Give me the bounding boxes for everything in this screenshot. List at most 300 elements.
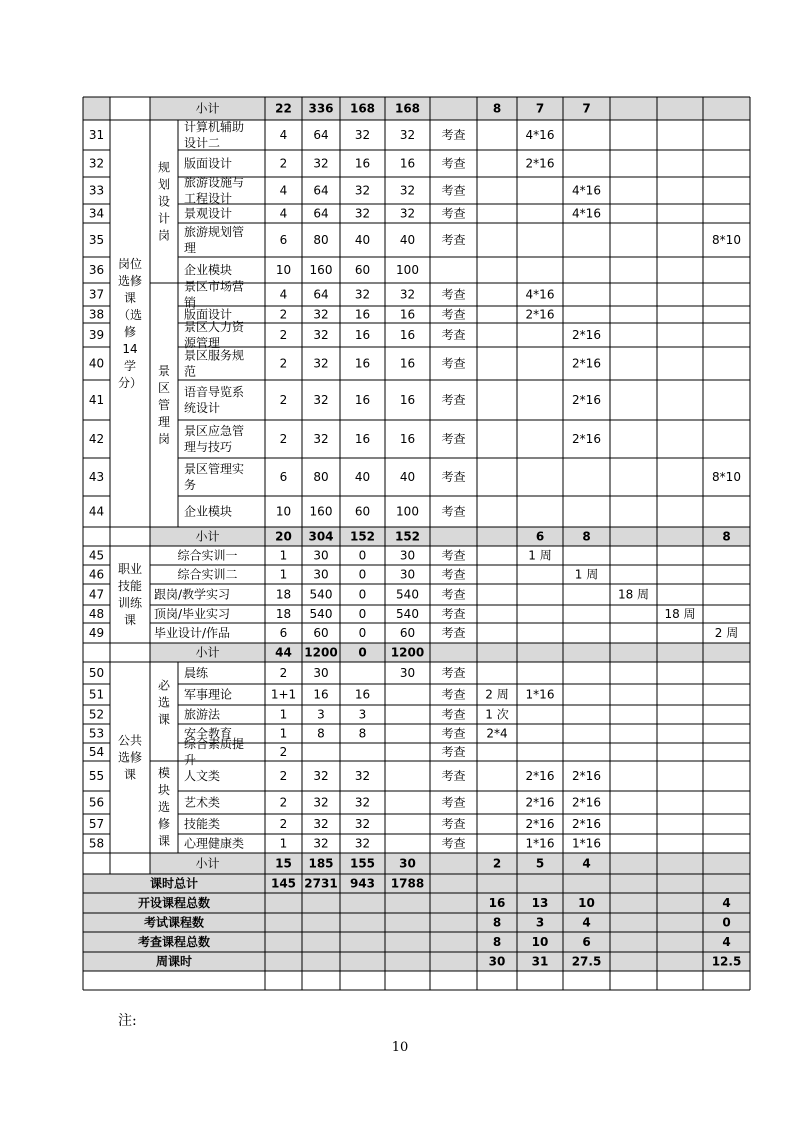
data-cell: 40 [399,233,416,247]
data-cell: 15 [275,856,292,871]
data-cell: 32 [354,836,371,851]
row-number: 44 [88,504,105,519]
row-number: 34 [88,206,105,221]
row-number: 32 [88,156,105,171]
note-label: 注: [118,1013,137,1029]
data-cell: 2 周 [714,626,739,640]
data-cell: 8*10 [712,470,741,484]
data-cell: 336 [308,101,334,116]
data-cell: 32 [313,393,329,407]
subgroup-label-planning: 计 [157,211,171,226]
data-cell: 1 [279,548,288,563]
row-number: 51 [88,687,105,702]
data-cell: 2 [279,356,288,371]
course-name: 计算机辅助 [184,120,245,134]
course-name: 源管理 [184,336,221,350]
course-name: 企业模块 [184,504,233,519]
course-name: 景区应急管 [184,424,245,438]
course-name: 设计二 [184,136,221,150]
data-cell: 考查 [441,687,466,702]
data-cell: 40 [354,233,371,247]
data-cell: 1 [279,726,288,741]
course-name: 晨练 [184,666,209,680]
data-cell: 8 [492,101,502,116]
data-cell: 30 [488,954,506,969]
row-number: 37 [88,287,105,302]
data-cell: 8 [492,935,502,949]
course-name: 工程设计 [184,191,233,206]
data-cell: 2 [279,156,288,171]
data-cell: 1788 [390,876,425,891]
subtotal-label: 小计 [195,101,220,116]
category-label-elective: 14 [122,342,138,356]
data-cell: 4*16 [525,287,555,302]
subtotal-label: 小计 [195,529,220,544]
data-cell: 2*16 [572,328,601,342]
data-cell: 64 [313,128,329,142]
data-cell: 2*4 [486,726,508,741]
data-cell: 168 [394,101,421,116]
row-number: 50 [88,666,105,680]
data-cell: 4 [279,287,288,302]
data-cell: 145 [270,876,297,891]
data-cell: 考查 [441,795,466,810]
data-cell: 8 [317,726,325,741]
row-number: 48 [88,607,105,621]
data-cell: 考查 [441,745,466,759]
data-cell: 4 [722,935,731,949]
category-label-elective: 岗位 [117,257,143,271]
subtotal-label: 小计 [195,856,220,871]
row-number: 41 [88,393,105,407]
course-name: 企业模块 [184,263,233,277]
course-name: 毕业设计/作品 [154,626,231,640]
data-cell: 30 [313,567,329,582]
data-cell: 30 [399,567,416,582]
data-cell: 考查 [441,567,466,582]
data-cell: 考查 [441,287,466,302]
row-number: 40 [88,356,105,371]
data-cell: 2 [279,393,288,407]
data-cell: 1 [279,567,288,582]
summary-label: 课时总计 [149,876,199,891]
data-cell: 8 [492,915,502,930]
data-cell: 1*16 [525,836,555,851]
data-cell: 4 [279,206,288,221]
data-cell: 2*16 [572,432,601,446]
category-label-elective: 选修 [117,274,143,288]
course-name: 销 [184,295,197,310]
data-cell: 44 [275,645,292,660]
data-cell: 7 [535,101,545,116]
data-cell: 1 [279,836,288,851]
category-label-vocational: 职业 [117,562,143,576]
summary-label: 周课时 [155,954,193,969]
data-cell: 1 次 [485,707,509,722]
data-cell: 考查 [441,470,466,484]
data-cell: 2 [279,795,288,810]
subgroup-label-module: 修 [157,817,171,831]
data-cell: 8*10 [712,233,741,247]
data-cell: 18 周 [617,587,650,602]
data-cell: 4 [582,856,591,871]
data-cell: 0 [358,626,367,640]
data-cell: 2 [279,432,288,446]
data-cell: 8 [358,726,367,741]
data-cell: 32 [399,183,416,198]
course-name: 版面设计 [184,156,233,171]
subgroup-label-scenic: 管 [157,398,171,412]
course-name: 理 [184,241,197,255]
data-cell: 30 [399,856,416,871]
data-cell: 100 [396,263,419,277]
data-cell: 2 [279,666,288,680]
category-label-vocational: 技能 [117,579,143,593]
row-number: 56 [88,795,105,810]
data-cell: 30 [399,548,416,563]
data-cell: 540 [396,607,419,621]
data-cell: 16 [354,687,371,702]
subgroup-label-planning: 规 [157,160,171,175]
data-cell: 考查 [441,393,466,407]
data-cell: 0 [358,567,367,582]
data-cell: 0 [358,587,367,602]
subtotal-label: 小计 [195,645,220,660]
subgroup-label-planning: 设 [157,194,171,209]
row-number: 57 [88,817,105,831]
row-number: 33 [88,183,105,198]
data-cell: 8 [722,529,731,544]
data-cell: 18 [275,587,292,602]
data-cell: 考查 [441,356,466,371]
subgroup-label-module: 课 [157,834,171,848]
category-label-elective: 修 [123,325,137,339]
data-cell: 10 [275,504,292,519]
data-cell: 考查 [441,183,466,198]
course-name: 旅游法 [184,707,221,722]
subgroup-label-scenic: 区 [157,381,171,395]
data-cell: 2*16 [525,156,555,171]
row-number: 38 [88,307,105,322]
data-cell: 80 [313,233,329,247]
data-cell: 6 [535,529,545,544]
data-cell: 4 [279,128,288,142]
data-cell: 60 [354,263,371,277]
data-cell: 考查 [441,504,466,519]
data-cell: 16 [399,432,416,446]
row-number: 54 [88,745,105,759]
course-name: 升 [184,753,197,767]
category-label-vocational: 课 [123,613,137,627]
data-cell: 32 [354,817,371,831]
course-name: 综合实训一 [177,548,238,563]
data-cell: 32 [354,795,371,810]
data-cell: 32 [354,769,371,783]
data-cell: 2*16 [572,393,601,407]
data-cell: 32 [313,817,329,831]
data-cell: 540 [396,587,419,602]
data-cell: 6 [279,626,288,640]
data-cell: 540 [309,587,333,602]
data-cell: 22 [275,101,292,116]
course-name: 军事理论 [184,687,233,702]
data-cell: 考查 [441,626,466,640]
data-cell: 16 [399,356,416,371]
data-cell: 考查 [441,587,466,602]
data-cell: 152 [349,529,376,544]
row-number: 45 [88,548,105,563]
course-name: 综合实训二 [177,567,238,582]
course-name: 旅游设施与 [184,175,245,190]
course-name: 景区人力资 [184,320,245,334]
data-cell: 3 [317,707,325,722]
course-name: 人文类 [184,769,221,783]
subgroup-label-module: 模 [157,766,171,780]
data-cell: 4*16 [572,206,601,221]
data-cell: 32 [313,836,329,851]
data-cell: 8 [582,529,591,544]
data-cell: 2*16 [525,769,555,783]
category-label-elective: 学 [123,359,137,373]
data-cell: 160 [309,263,333,277]
data-cell: 2 [492,856,502,871]
data-cell: 1200 [304,645,338,660]
row-number: 53 [88,726,105,741]
data-cell: 16 [354,156,371,171]
data-cell: 1*16 [572,836,601,851]
data-cell: 16 [488,896,506,910]
data-cell: 10 [578,896,595,910]
data-cell: 40 [354,470,371,484]
data-cell: 2 [279,307,288,322]
data-cell: 2731 [304,876,338,891]
data-cell: 2*16 [525,307,555,322]
data-cell: 16 [354,356,371,371]
data-cell: 16 [354,432,371,446]
data-cell: 考查 [441,233,466,247]
data-cell: 2*16 [572,795,601,810]
row-number: 43 [88,470,105,484]
course-name: 景区服务规 [184,348,245,363]
data-cell: 2*16 [525,795,555,810]
subgroup-label-required: 课 [157,712,171,727]
data-cell: 20 [275,529,292,544]
data-cell: 32 [313,795,329,810]
category-label-elective: （选 [117,308,143,322]
subgroup-label-required: 选 [157,695,171,710]
data-cell: 2 [279,817,288,831]
data-cell: 4*16 [572,183,601,198]
data-cell: 1+1 [270,687,297,702]
data-cell: 16 [354,328,371,342]
data-cell: 185 [308,856,334,871]
data-cell: 60 [354,504,371,519]
data-cell: 6 [279,233,288,247]
data-cell: 1*16 [525,687,555,702]
data-cell: 32 [313,328,329,342]
data-cell: 考查 [441,548,466,563]
category-label-elective: 分） [117,376,143,390]
data-cell: 32 [313,156,329,171]
category-label-public: 选修 [117,750,143,765]
data-cell: 18 [275,607,292,621]
subtotal-row-shade [150,97,750,120]
data-cell: 考查 [441,836,466,851]
data-cell: 1 周 [528,548,552,563]
row-number: 42 [88,432,105,446]
data-cell: 3 [358,707,367,722]
data-cell: 6 [279,470,288,484]
course-name: 版面设计 [184,307,233,322]
subtotal-row-shade [150,527,750,546]
data-cell: 考查 [441,307,466,322]
data-cell: 16 [313,687,329,702]
course-name: 技能类 [184,817,221,831]
subgroup-label-planning: 划 [157,177,171,192]
data-cell: 60 [313,626,329,640]
data-cell: 考查 [441,432,466,446]
data-cell: 考查 [441,817,466,831]
course-name: 景观设计 [184,206,233,221]
data-cell: 155 [349,856,376,871]
data-cell: 考查 [441,707,466,722]
page-number: 10 [391,1040,409,1055]
subgroup-label-planning: 岗 [157,228,171,243]
data-cell: 304 [308,529,334,544]
category-label-elective: 课 [123,291,137,305]
data-cell: 32 [313,769,329,783]
data-cell: 32 [354,287,371,302]
data-cell: 32 [399,206,416,221]
data-cell: 考查 [441,128,466,142]
category-label-public: 课 [123,767,137,782]
data-cell: 32 [399,287,416,302]
data-cell: 1 周 [574,567,599,582]
course-name: 理与技巧 [184,440,233,454]
subgroup-label-scenic: 岗 [157,432,171,446]
data-cell: 0 [358,645,367,660]
course-name: 跟岗/教学实习 [154,587,231,602]
course-name: 顶岗/毕业实习 [154,607,231,621]
subgroup-label-module: 选 [157,800,171,814]
data-cell: 考查 [441,206,466,221]
subtotal-row-shade [150,643,750,662]
row-number: 46 [88,567,105,582]
data-cell: 3 [535,915,545,930]
data-cell: 2 [279,769,288,783]
row-number: 35 [88,233,105,247]
data-cell: 80 [313,470,329,484]
row-number: 52 [88,707,105,722]
course-name: 安全教育 [184,726,233,741]
subgroup-label-scenic: 理 [157,415,171,429]
data-cell: 64 [313,183,329,198]
data-cell: 10 [275,263,292,277]
data-cell: 考查 [441,607,466,621]
row-number: 55 [88,769,105,783]
data-cell: 32 [399,128,416,142]
data-cell: 32 [313,432,329,446]
data-cell: 1 [279,707,288,722]
data-cell: 2*16 [572,769,601,783]
data-cell: 40 [399,470,416,484]
subgroup-label-scenic: 景 [157,364,171,378]
data-cell: 6 [582,935,591,949]
course-name: 务 [184,478,197,492]
subgroup-label-required: 必 [157,678,171,693]
shaded-cell [83,97,110,120]
data-cell: 2*16 [525,817,555,831]
data-cell: 32 [313,356,329,371]
data-cell: 27.5 [571,954,602,969]
data-cell: 168 [349,101,376,116]
course-name: 景区市场营 [184,279,245,294]
data-cell: 64 [313,287,329,302]
data-cell: 18 周 [664,607,696,621]
data-cell: 943 [349,876,376,891]
data-cell: 160 [309,504,333,519]
data-cell: 7 [582,101,591,116]
category-label-public: 公共 [117,733,143,748]
data-cell: 152 [394,529,421,544]
data-cell: 2 [279,328,288,342]
course-name: 统设计 [184,401,221,415]
row-number: 31 [88,128,105,142]
data-cell: 2 周 [485,687,509,702]
course-name: 心理健康类 [184,836,245,851]
summary-label: 考查课程总数 [137,935,211,949]
course-name: 语音导览系 [184,385,245,399]
data-cell: 考查 [441,328,466,342]
row-number: 39 [88,328,105,342]
category-label-vocational: 训练 [117,596,143,610]
course-name: 旅游规划管 [184,225,245,239]
data-cell: 4*16 [525,128,555,142]
course-name: 景区管理实 [184,462,245,476]
row-number: 58 [88,836,105,851]
row-number: 36 [88,263,105,277]
data-cell: 30 [399,666,416,680]
data-cell: 16 [399,307,416,322]
data-cell: 0 [722,915,731,930]
data-cell: 4 [582,915,591,930]
data-cell: 16 [399,328,416,342]
course-name: 综合素质提 [184,737,245,751]
data-cell: 16 [354,307,371,322]
data-cell: 32 [354,206,371,221]
data-cell: 考查 [441,666,466,680]
data-cell: 16 [399,393,416,407]
data-cell: 100 [396,504,419,519]
data-cell: 10 [531,935,549,949]
data-cell: 60 [399,626,416,640]
course-name: 范 [184,364,197,379]
data-cell: 32 [354,128,371,142]
data-cell: 2*16 [572,817,601,831]
data-cell: 13 [531,896,549,910]
data-cell: 16 [354,393,371,407]
subgroup-label-module: 块 [157,783,171,797]
data-cell: 540 [309,607,333,621]
data-cell: 32 [354,183,371,198]
data-cell: 31 [531,954,549,969]
data-cell: 2 [279,745,288,759]
subtotal-row-shade [150,853,750,874]
summary-label: 开设课程总数 [137,896,211,910]
data-cell: 64 [313,206,329,221]
data-cell: 12.5 [711,954,742,969]
data-cell: 4 [279,183,288,198]
